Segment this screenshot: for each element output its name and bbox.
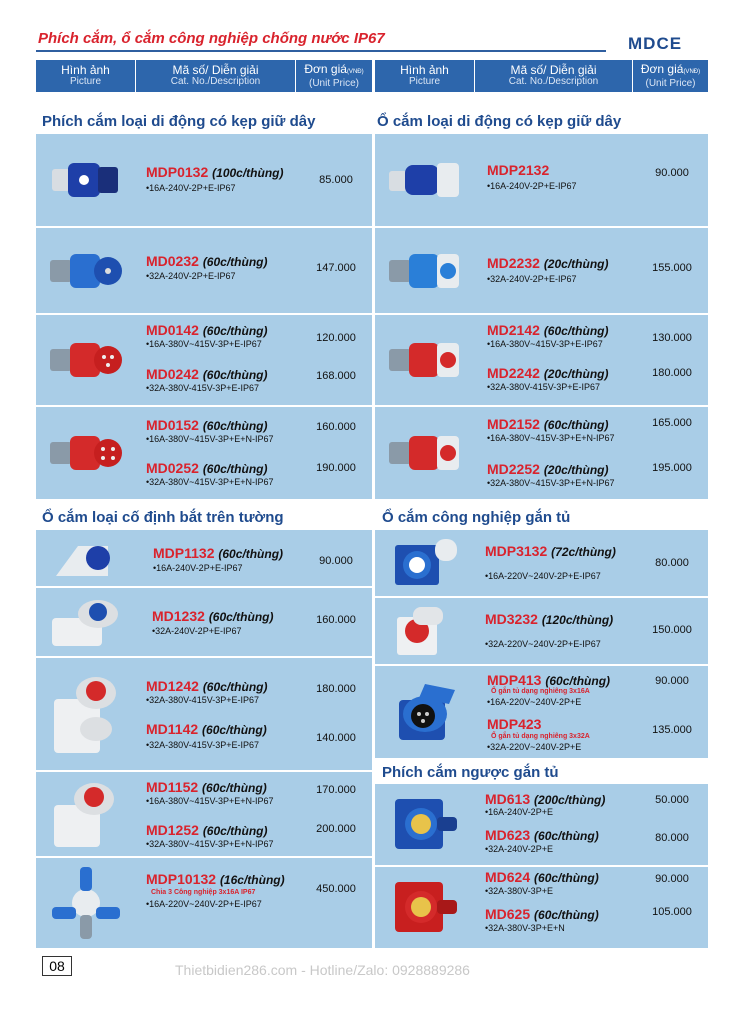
table-row <box>36 658 372 770</box>
product-spec: • 16A-380V~415V-3P+E+N-IP67 <box>146 796 274 806</box>
product-code: MD625 (60c/thùng) <box>485 906 599 922</box>
product-code: MDP2132 <box>487 162 550 178</box>
product-price: 105.000 <box>652 906 692 918</box>
product-spec: • 32A-240V-2P+E-IP67 <box>487 274 576 284</box>
product-code: MDP413 (60c/thùng) <box>487 672 611 688</box>
product-spec: • 32A-380V-3P+E <box>485 886 553 896</box>
product-price: 165.000 <box>652 417 692 429</box>
title-underline <box>36 50 606 52</box>
product-spec: • 32A-240V-2P+E-IP67 <box>152 626 241 636</box>
product-code: MD0252 (60c/thùng) <box>146 460 268 476</box>
header-code-en: Cat. No./Description <box>170 76 261 87</box>
product-code: MD0242 (60c/thùng) <box>146 366 268 382</box>
product-image <box>36 772 135 856</box>
product-spec: • 16A-380V~415V-3P+E-IP67 <box>487 339 603 349</box>
product-price: 147.000 <box>316 262 356 274</box>
product-image <box>36 588 135 656</box>
section-title-portable-plug: Phích cắm loại di động có kẹp giữ dây <box>42 113 316 130</box>
section-title-panel-socket: Ổ cắm công nghiệp gắn tủ <box>382 509 571 526</box>
product-code: MDP1132 (60c/thùng) <box>153 545 284 561</box>
product-price: 200.000 <box>316 823 356 835</box>
header-picture: Hình ảnh <box>400 63 449 77</box>
product-note: Ổ gắn tủ dạng nghiêng 3x32A <box>491 733 590 740</box>
product-image <box>375 407 474 499</box>
section-title-panel-plug: Phích cắm ngược gắn tủ <box>382 764 559 781</box>
product-spec: • 32A-380V~415V-3P+E+N-IP67 <box>487 478 615 488</box>
product-spec: • 16A-380V~415V-3P+E+N-IP67 <box>146 434 274 444</box>
product-note: Ổ gắn tủ dạng nghiêng 3x16A <box>491 688 590 695</box>
header-picture-en: Picture <box>69 76 102 87</box>
brand-logo: MDCE <box>628 34 683 53</box>
table-row <box>36 772 372 856</box>
product-image <box>375 134 474 226</box>
product-code: MDP0132 (100c/thùng) <box>146 164 284 180</box>
product-code: MD623 (60c/thùng) <box>485 827 599 843</box>
table-row <box>36 228 372 313</box>
header-picture: Hình ảnh <box>61 63 110 77</box>
product-spec: • 32A-240V-2P+E <box>485 844 553 854</box>
product-image <box>375 228 474 313</box>
product-spec: • 32A-380V-415V-3P+E-IP67 <box>146 740 259 750</box>
product-price: 168.000 <box>316 370 356 382</box>
table-row <box>36 530 372 586</box>
product-table-panel-socket <box>375 530 708 758</box>
product-price: 135.000 <box>652 724 692 736</box>
header-code: Mã số/ Diễn giải <box>510 63 597 77</box>
product-code: MD2232 (20c/thùng) <box>487 255 609 271</box>
product-spec: • 16A-240V-2P+E-IP67 <box>487 181 576 191</box>
product-spec: • 16A-240V-2P+E <box>485 807 553 817</box>
product-image <box>36 315 135 405</box>
product-image <box>36 658 135 770</box>
product-price: 170.000 <box>316 784 356 796</box>
product-code: MDP3132 (72c/thùng) <box>485 543 616 559</box>
product-price: 195.000 <box>652 462 692 474</box>
product-code: MD1142 (60c/thùng) <box>146 721 267 737</box>
footer-contact: Thietbidien286.com - Hotline/Zalo: 0928889286 <box>175 962 470 978</box>
product-code: MD2152 (60c/thùng) <box>487 416 609 432</box>
table-row <box>36 407 372 499</box>
section-title-portable-socket: Ổ cắm loại di động có kẹp giữ dây <box>377 113 622 130</box>
product-code: MD0232 (60c/thùng) <box>146 253 268 269</box>
table-row <box>375 315 708 405</box>
product-spec: • 32A-380V-415V-3P+E-IP67 <box>146 383 259 393</box>
header-price-en: (Unit Price) <box>645 77 696 89</box>
product-image <box>375 867 474 948</box>
product-image <box>36 407 135 499</box>
product-code: MD2252 (20c/thùng) <box>487 461 609 477</box>
product-spec: • 16A-220V~240V-2P+E <box>487 697 581 707</box>
product-code: MDP423 <box>487 716 542 732</box>
table-row <box>36 858 372 948</box>
product-price: 90.000 <box>655 873 689 885</box>
product-code: MD3232 (120c/thùng) <box>485 611 614 627</box>
product-price: 150.000 <box>652 624 692 636</box>
product-image <box>36 134 135 226</box>
product-image <box>375 598 474 664</box>
product-code: MD624 (60c/thùng) <box>485 869 599 885</box>
product-image <box>36 530 135 586</box>
product-price: 85.000 <box>319 174 353 186</box>
product-code: MDP10132 (16c/thùng) <box>146 871 285 887</box>
page-title: Phích cắm, ổ cắm công nghiệp chống nước IP67 <box>38 30 385 47</box>
header-price: Đơn giá <box>304 61 347 76</box>
product-image <box>375 530 474 596</box>
product-code: MD0142 (60c/thùng) <box>146 322 268 338</box>
product-spec: • 16A-220V~240V-2P+E-IP67 <box>485 571 601 581</box>
header-price-unit: (VNĐ) <box>683 68 701 75</box>
product-code: MD2142 (60c/thùng) <box>487 322 609 338</box>
product-code: MD1252 (60c/thùng) <box>146 822 268 838</box>
product-spec: • 16A-380V~415V-3P+E+N-IP67 <box>487 433 615 443</box>
product-image <box>36 228 135 313</box>
product-price: 180.000 <box>652 367 692 379</box>
product-spec: • 16A-240V-2P+E-IP67 <box>153 563 242 573</box>
product-price: 90.000 <box>319 555 353 567</box>
product-price: 90.000 <box>655 167 689 179</box>
table-row <box>375 784 708 865</box>
table-row <box>36 588 372 656</box>
product-spec: • 32A-380V~415V-3P+E+N-IP67 <box>146 839 274 849</box>
table-header-left <box>36 60 372 92</box>
header-price: Đơn giá <box>640 61 684 76</box>
product-price: 90.000 <box>655 675 689 687</box>
section-title-wall-socket: Ổ cắm loại cố định bắt trên tường <box>42 509 284 526</box>
product-price: 140.000 <box>316 732 356 744</box>
header-price-en: (Unit Price) <box>308 77 359 89</box>
page-number: 08 <box>42 956 72 976</box>
product-spec: • 16A-380V~415V-3P+E-IP67 <box>146 339 262 349</box>
header-code-en: Cat. No./Description <box>508 76 599 87</box>
product-spec: • 32A-240V-2P+E-IP67 <box>146 271 235 281</box>
table-row <box>36 315 372 405</box>
product-note: Chia 3 Công nghiệp 3x16A IP67 <box>151 889 256 896</box>
product-price: 450.000 <box>316 883 356 895</box>
product-code: MD1232 (60c/thùng) <box>152 608 274 624</box>
product-spec: • 16A-240V-2P+E-IP67 <box>146 183 235 193</box>
product-table-panel-plug <box>375 784 708 948</box>
product-image <box>375 666 474 758</box>
product-spec: • 32A-220V~240V-2P+E <box>487 742 581 752</box>
product-image <box>375 315 474 405</box>
product-price: 120.000 <box>316 332 356 344</box>
product-code: MD2242 (20c/thùng) <box>487 365 609 381</box>
table-row <box>375 530 708 596</box>
product-code: MD1242 (60c/thùng) <box>146 678 268 694</box>
product-price: 50.000 <box>655 794 689 806</box>
table-header-right <box>375 60 708 92</box>
product-table-portable-plug <box>36 134 372 499</box>
table-row <box>36 134 372 226</box>
product-price: 190.000 <box>316 462 356 474</box>
product-spec: • 16A-220V~240V-2P+E-IP67 <box>146 899 262 909</box>
product-spec: • 32A-220V~240V-2P+E-IP67 <box>485 639 601 649</box>
table-row <box>375 407 708 499</box>
product-price: 80.000 <box>655 832 689 844</box>
product-price: 130.000 <box>652 332 692 344</box>
product-spec: • 32A-380V-415V-3P+E-IP67 <box>146 695 259 705</box>
header-picture-en: Picture <box>408 76 441 87</box>
product-price: 160.000 <box>316 614 356 626</box>
product-code: MD613 (200c/thùng) <box>485 791 606 807</box>
table-row <box>375 666 708 758</box>
table-row <box>375 134 708 226</box>
product-spec: • 32A-380V-415V-3P+E-IP67 <box>487 382 600 392</box>
table-row <box>375 867 708 948</box>
product-price: 180.000 <box>316 683 356 695</box>
product-spec: • 32A-380V~415V-3P+E+N-IP67 <box>146 477 274 487</box>
product-table-wall-socket <box>36 530 372 948</box>
product-code: MD1152 (60c/thùng) <box>146 779 267 795</box>
product-price: 155.000 <box>652 262 692 274</box>
product-price: 160.000 <box>316 421 356 433</box>
product-code: MD0152 (60c/thùng) <box>146 417 268 433</box>
table-row <box>375 228 708 313</box>
product-price: 80.000 <box>655 557 689 569</box>
product-image <box>36 858 135 948</box>
product-spec: • 32A-380V-3P+E+N <box>485 923 565 933</box>
product-image <box>375 784 474 865</box>
table-row <box>375 598 708 664</box>
header-price-unit: (VNĐ) <box>346 68 364 75</box>
header-code: Mã số/ Diễn giải <box>172 63 259 77</box>
product-table-portable-socket <box>375 134 708 499</box>
